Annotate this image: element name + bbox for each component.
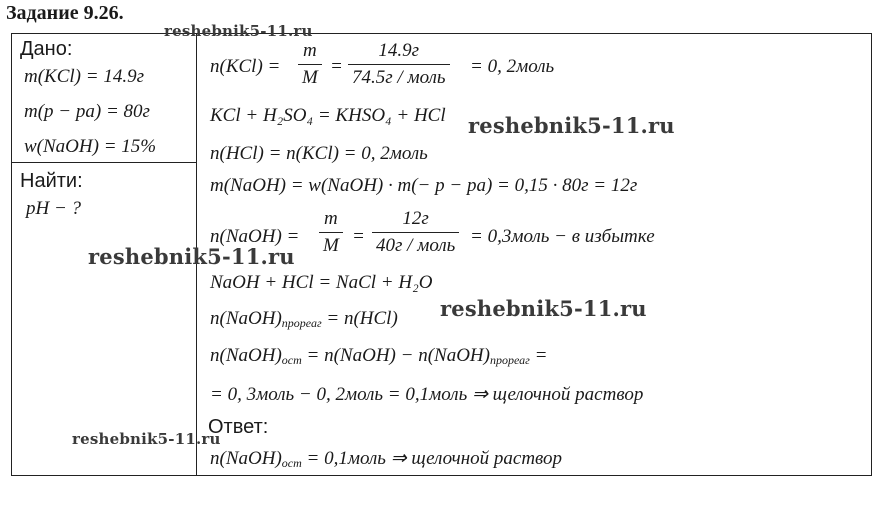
- given-find-divider: [11, 162, 197, 163]
- eq-n-naoh-lhs: n(NaOH) =: [210, 226, 300, 247]
- term-subscript: ост: [281, 353, 302, 367]
- eq-m-naoh: m(NaOH) = w(NaOH) · m(− p − pa) = 0,15 · 80г = 12г: [210, 175, 638, 196]
- term-mid: = n(NaOH) − n(NaOH): [301, 345, 490, 366]
- eq-n-naoh-equals: =: [352, 226, 365, 247]
- term-subscript: ост: [281, 456, 302, 470]
- fraction-numerator: 14.9г: [348, 40, 450, 65]
- watermark-left-middle: reshebnik5-11.ru: [88, 244, 295, 269]
- term-rest: = n(HCl): [321, 308, 398, 329]
- fraction-denominator: 74.5г / моль: [352, 67, 446, 88]
- eq-n-naoh-result: = 0,3моль − в избытке: [470, 226, 655, 247]
- task-title: Задание 9.26.: [6, 2, 124, 24]
- eq-n-kcl-fraction-m-M: [298, 40, 322, 89]
- fraction-denominator: M: [323, 235, 339, 256]
- fraction-denominator: 40г / моль: [376, 235, 456, 256]
- find-heading: Найти:: [20, 170, 83, 192]
- given-line-kcl-mass: m(KCl) = 14.9г: [24, 66, 144, 87]
- eq-n-hcl: n(HCl) = n(KCl) = 0, 2моль: [210, 143, 428, 164]
- eq-n-naoh-reacted: [210, 308, 398, 331]
- watermark-top: reshebnik5-11.ru: [164, 22, 313, 40]
- eq-reaction-kcl-h2so4: KCl + H₂SO₄ = KHSO₄ + HCl: [210, 105, 446, 126]
- eq-n-naoh-remaining: [210, 345, 547, 368]
- eq-n-kcl-fraction-values: [348, 40, 450, 89]
- eq-remaining-calc: = 0, 3моль − 0, 2моль = 0,1моль ⇒ щелочной раствор: [210, 384, 644, 405]
- term-main: n(NaOH): [210, 448, 282, 469]
- eq-n-kcl-lhs: n(KCl) =: [210, 56, 281, 77]
- term-subscript-2: прореаг: [489, 353, 530, 367]
- fraction-numerator: 12г: [372, 208, 459, 233]
- term-subscript: прореаг: [281, 316, 322, 330]
- fraction-numerator: m: [319, 208, 343, 233]
- eq-n-kcl-result: = 0, 2моль: [470, 56, 555, 77]
- eq-n-naoh-fraction-values: [372, 208, 459, 257]
- fraction-denominator: M: [302, 67, 318, 88]
- given-line-naoh-fraction: w(NaOH) = 15%: [24, 136, 157, 157]
- term-main: n(NaOH): [210, 345, 282, 366]
- watermark-right-upper: reshebnik5-11.ru: [468, 113, 675, 138]
- find-line-ph: pH − ?: [26, 198, 82, 219]
- eq-n-naoh-fraction-m-M: [319, 208, 343, 257]
- given-line-solution-mass: m(p − pa) = 80г: [24, 101, 150, 122]
- fraction-numerator: m: [298, 40, 322, 65]
- term-end: =: [529, 345, 548, 366]
- term-main: n(NaOH): [210, 308, 282, 329]
- term-rest: = 0,1моль ⇒ щелочной раствор: [301, 448, 563, 469]
- eq-n-kcl-equals: =: [330, 56, 343, 77]
- answer-line: [210, 447, 562, 471]
- watermark-right-middle: reshebnik5-11.ru: [440, 296, 647, 321]
- answer-heading: Ответ:: [208, 416, 269, 438]
- given-heading: Дано:: [20, 38, 73, 60]
- eq-reaction-naoh-hcl: NaOH + HCl = NaCl + H₂O: [210, 272, 433, 293]
- watermark-bottom: reshebnik5-11.ru: [72, 430, 221, 448]
